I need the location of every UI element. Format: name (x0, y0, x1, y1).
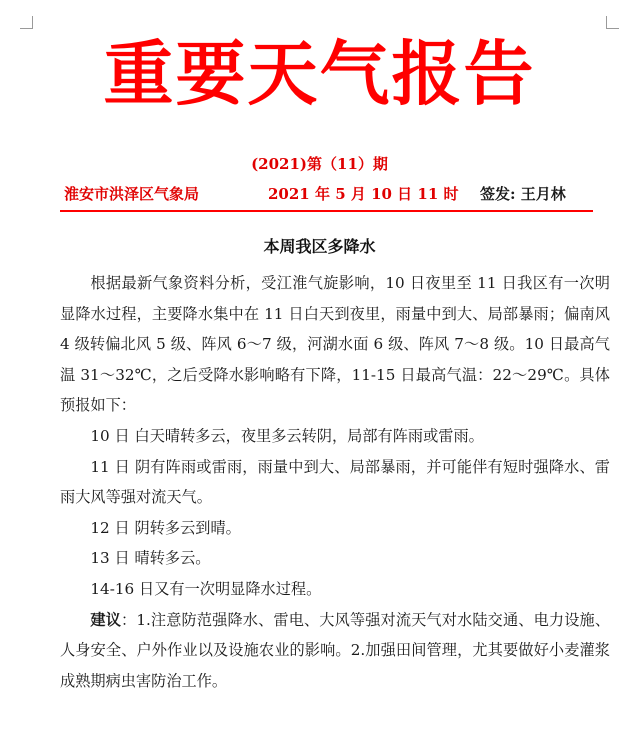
forecast-day-12: 12 日 阴转多云到晴。 (90, 518, 241, 537)
forecast-day-11: 11 日 阴有阵雨或雷雨，雨量中到大、局部暴雨，并可能伴有短时强降水、雷雨大风等强对流天气。 (60, 457, 610, 507)
signer: 签发: 王月林 (480, 185, 566, 203)
advice-text: ：1.注意防范强降水、雷电、大风等强对流天气对水陆交通、电力设施、人身安全、户外作业以及设施农业的影响。2.加强田间管理，尤其要做好小麦灌浆成熟期病虫害防治工作。 (60, 610, 611, 690)
advice-paragraph (60, 605, 610, 697)
issuing-organization: 淮安市洪泽区气象局 (64, 185, 200, 203)
issue-number: (2021)第（11）期 (251, 155, 388, 173)
issue-datetime: 2021 年 5 月 10 日 11 时 (268, 185, 459, 203)
summary-paragraph: 根据最新气象资料分析，受江淮气旋影响，10 日夜里至 11 日我区有一次明显降水过程，主要降水集中在 11 日白天到夜里，雨量中到大、局部暴雨；偏南风 4 级转偏北风 5 级、阵风 6～7 级，河湖水面 6 级、阵风 7～8 级。10 日最高气温 31～32℃，之后受降水影响略有下降，11-15 日最高气温：22～29℃。具体预报如下： (60, 274, 610, 415)
report-masthead: 重要天气报告 (103, 33, 536, 115)
forecast-day-13: 13 日 晴转多云。 (90, 549, 211, 568)
forecast-day-14-16: 14-16 日又有一次明显降水过程。 (90, 579, 322, 598)
page-corner-mark-left (20, 16, 33, 29)
forecast-day-10: 10 日 白天晴转多云，夜里多云转阴，局部有阵雨或雷雨。 (90, 426, 484, 445)
header-divider (60, 210, 593, 212)
page-corner-mark-right (606, 16, 619, 29)
report-title: 本周我区多降水 (263, 237, 376, 256)
report-body (60, 268, 610, 696)
advice-label: 建议 (90, 610, 122, 629)
